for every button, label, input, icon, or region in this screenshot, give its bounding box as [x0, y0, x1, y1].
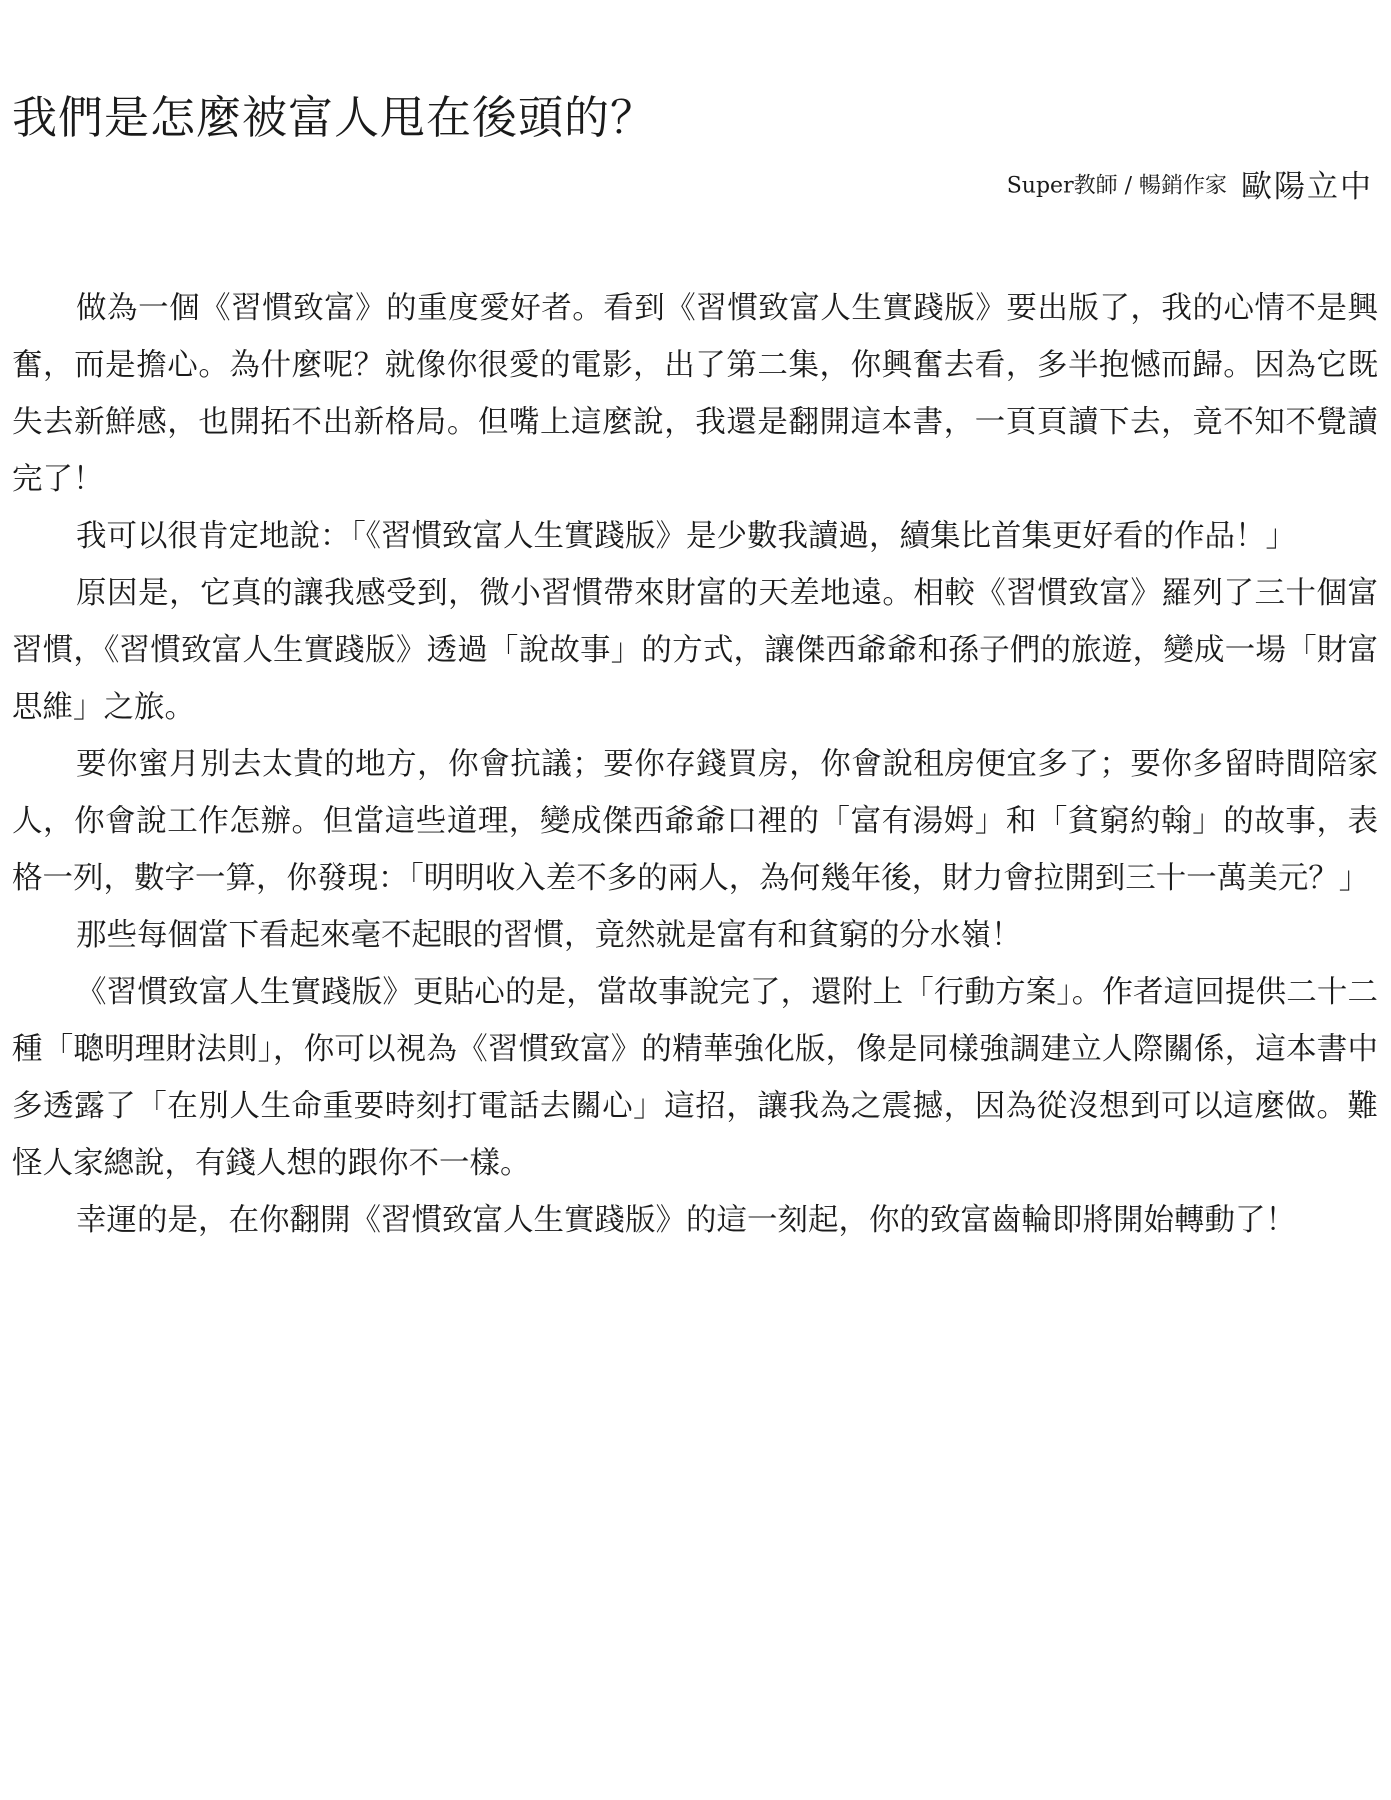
- paragraph-6: 《習慣致富人生實踐版》更貼心的是，當故事說完了，還附上「行動方案」。作者這回提供二十二種「聰明理財法則」，你可以視為《習慣致富》的精華強化版，像是同樣強調建立人際關係，這本書中多透露了「在別人生命重要時刻打電話去關心」這招，讓我為之震撼，因為從沒想到可以這麼做。難怪人家總說，有錢人想的跟你不一樣。: [12, 975, 1378, 1181]
- page-title: 我們是怎麼被富人甩在後頭的？: [12, 91, 657, 144]
- author-role: Super教師 / 暢銷作家: [1006, 173, 1227, 199]
- paragraph-7: 幸運的是，在你翻開《習慣致富人生實踐版》的這一刻起，你的致富齒輪即將開始轉動了！: [76, 1203, 1297, 1238]
- paragraph-5: 那些每個當下看起來毫不起眼的習慣，竟然就是富有和貧窮的分水嶺！: [76, 918, 1022, 953]
- paragraph-4: 要你蜜月別去太貴的地方，你會抗議；要你存錢買房，你會說租房便宜多了；要你多留時間陪家人，你會說工作怎辦。但當這些道理，變成傑西爺爺口裡的「富有湯姆」和「貧窮約翰」的故事，表格一列，數字一算，你發現：「明明收入差不多的兩人，為何幾年後，財力會拉開到三十一萬美元？」: [12, 747, 1378, 896]
- author-byline: [1007, 164, 1373, 209]
- article-body: [12, 280, 1378, 1249]
- paragraph-1: 做為一個《習慣致富》的重度愛好者。看到《習慣致富人生實踐版》要出版了，我的心情不是興奮，而是擔心。為什麼呢？就像你很愛的電影，出了第二集，你興奮去看，多半抱憾而歸。因為它既失去新鮮感，也開拓不出新格局。但嘴上這麼說，我還是翻開這本書，一頁頁讀下去，竟不知不覺讀完了！: [12, 291, 1378, 497]
- author-name: 歐陽立中: [1241, 168, 1373, 205]
- paragraph-3: 原因是，它真的讓我感受到，微小習慣帶來財富的天差地遠。相較《習慣致富》羅列了三十個富習慣，《習慣致富人生實踐版》透過「說故事」的方式，讓傑西爺爺和孫子們的旅遊，變成一場「財富思維」之旅。: [12, 576, 1378, 725]
- paragraph-2: 我可以很肯定地說：「《習慣致富人生實踐版》是少數我讀過，續集比首集更好看的作品！」: [76, 519, 1297, 554]
